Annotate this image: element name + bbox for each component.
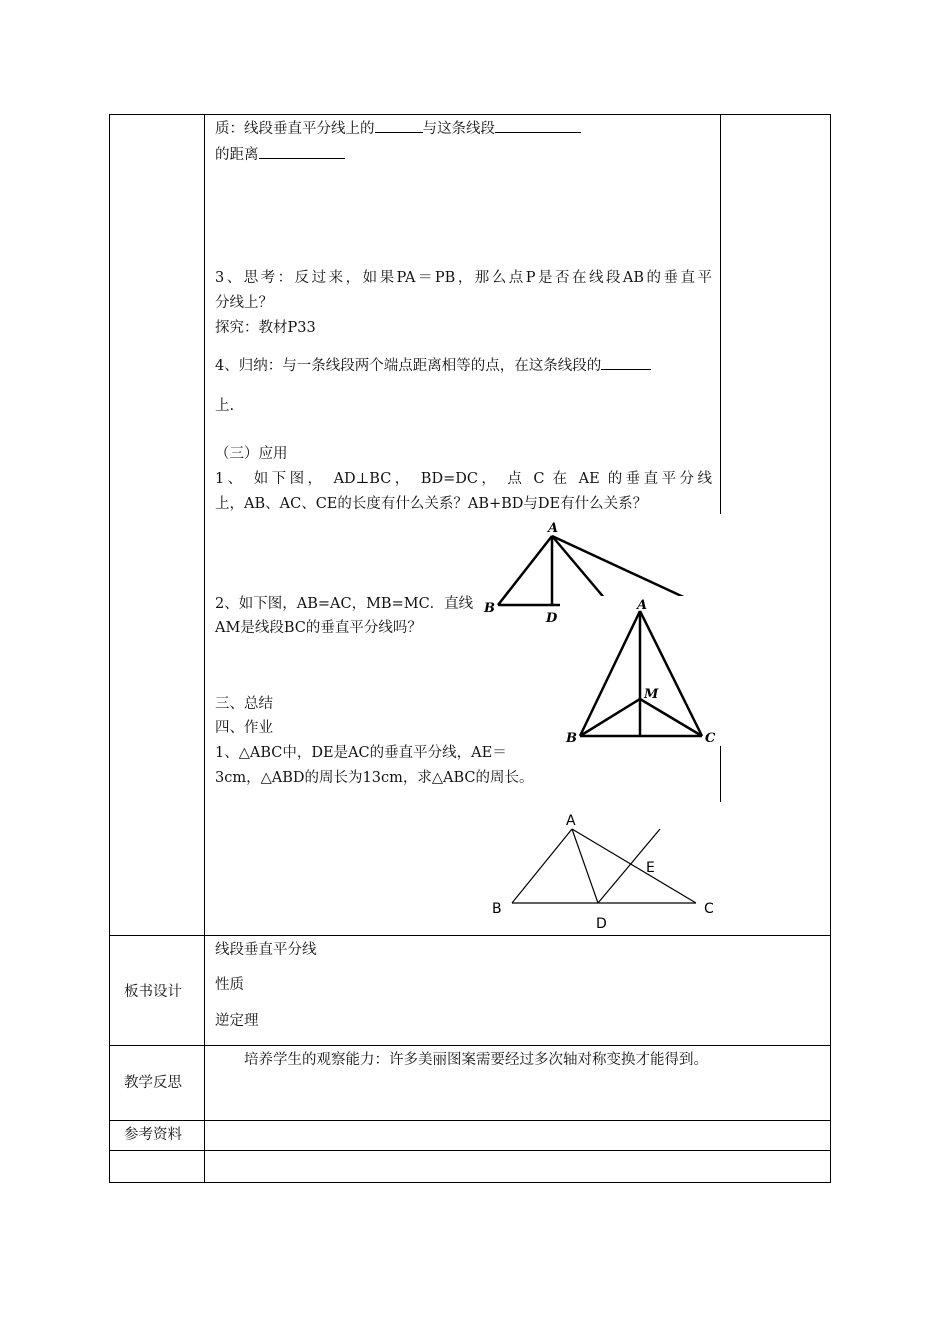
column-divider-2-upper (720, 114, 721, 514)
reflection-label: 教学反思 (124, 1075, 182, 1091)
label-B: B (492, 901, 502, 917)
answer-blank[interactable] (259, 144, 345, 159)
reflection-text: 培养学生的观察能力：许多美丽图案需要经过多次轴对称变换才能得到。 (244, 1052, 708, 1068)
segment-AC (552, 536, 606, 600)
table-bottom-border (109, 1182, 831, 1183)
label-A: A (548, 521, 559, 536)
question-1-line-1: 1、 如下图， AD⊥BC， BD=DC， 点 C 在 AE 的垂直平分线 (215, 471, 712, 487)
answer-blank[interactable] (495, 118, 581, 133)
figure-2-svg (560, 596, 725, 746)
property-line-1 (215, 118, 581, 139)
label-M: M (644, 687, 659, 702)
figure-3 (466, 805, 722, 935)
property-line-2 (215, 144, 345, 165)
segment-AD (572, 829, 598, 903)
explore-line: 探究：教材P33 (215, 320, 316, 336)
figure-2 (560, 596, 725, 746)
reference-label: 参考资料 (124, 1127, 182, 1143)
row-divider-reflect (109, 1045, 831, 1046)
figure-3-svg (466, 805, 722, 935)
row-divider-board (109, 935, 831, 936)
label-B: B (484, 601, 495, 616)
segment-AC (572, 829, 696, 903)
summary-heading: 三、总结 (215, 696, 273, 712)
table-right-border (830, 114, 831, 1183)
segment-AE (552, 536, 690, 600)
induce-line-1 (215, 355, 651, 376)
homework-1-line-2: 3cm，△ABD的周长为13cm，求△ABC的周长。 (215, 770, 534, 786)
induce-text: 4、归纳：与一条线段两个端点距离相等的点，在这条线段的 (215, 358, 602, 374)
homework-1-line-1: 1、△ABC中，DE是AC的垂直平分线，AE＝ (215, 745, 507, 761)
board-item-2: 性质 (215, 977, 244, 993)
property-text-c: 的距离 (215, 147, 259, 163)
row-divider-reference (109, 1120, 831, 1121)
think-line-1: 3、思考：反过来，如果PA＝PB，那么点P是否在线段AB的垂直平 (215, 270, 712, 286)
table-left-border (109, 114, 110, 1183)
board-item-1: 线段垂直平分线 (215, 942, 317, 958)
apply-heading: （三）应用 (215, 446, 288, 462)
label-A: A (566, 813, 576, 829)
segment-AB (498, 536, 552, 605)
label-C: C (704, 901, 714, 917)
segment-AB (512, 829, 572, 903)
answer-blank[interactable] (601, 355, 651, 370)
induce-line-2: 上. (215, 398, 235, 414)
label-E: E (646, 860, 655, 876)
board-item-3: 逆定理 (215, 1013, 259, 1029)
question-2-line-1: 2、如下图，AB=AC，MB=MC．直线 (215, 596, 474, 612)
property-text-a: 质：线段垂直平分线上的 (215, 121, 375, 137)
property-text-b: 与这条线段 (422, 121, 495, 137)
homework-heading: 四、作业 (215, 720, 273, 736)
answer-blank[interactable] (375, 118, 423, 133)
table-top-border (109, 114, 831, 115)
label-A: A (637, 598, 648, 613)
column-divider-1 (204, 114, 205, 1183)
label-C: C (705, 731, 716, 746)
think-line-2: 分线上？ (215, 295, 273, 311)
row-divider-empty (109, 1150, 831, 1151)
question-1-line-2: 上，AB、AC、CE的长度有什么关系？AB+BD与DE有什么关系？ (215, 496, 648, 512)
board-design-label: 板书设计 (124, 984, 182, 1000)
label-B: B (566, 731, 577, 746)
question-2-line-2: AM是线段BC的垂直平分线吗？ (215, 620, 422, 636)
label-D: D (596, 916, 607, 932)
label-D: D (546, 611, 558, 626)
column-divider-2-lower (720, 738, 721, 802)
